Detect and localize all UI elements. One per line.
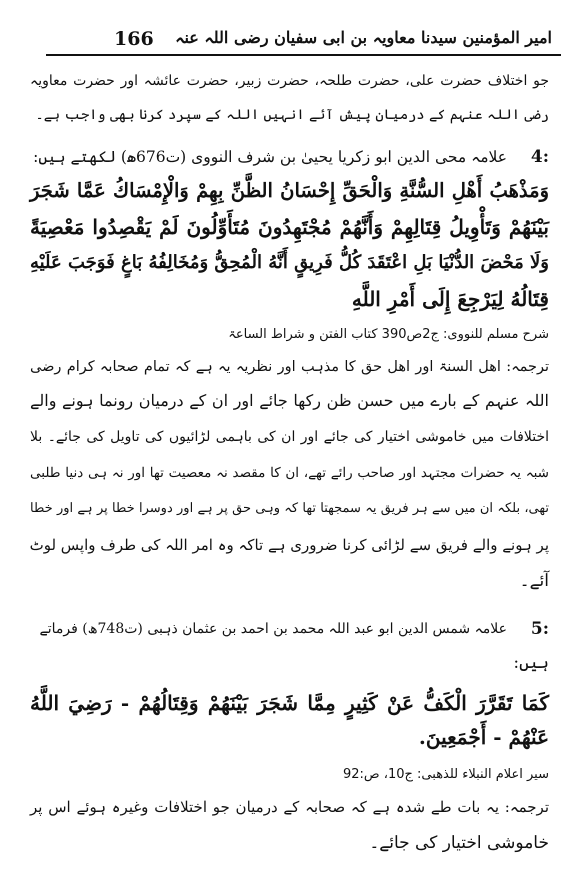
arabic-quote-line: عَنْهُمْ - أَجْمَعِينَ. [418, 725, 549, 749]
translation-line: تھی، بلکہ ان میں سے ہر فریق یہ سمجھتا تھا کہ وہی حق پر ہے اور دوسرا خطا پر ہے اور خطا [30, 501, 549, 516]
translation-line: خاموشی اختیار کی جائے۔ [369, 833, 549, 853]
reference-citation: سیر اعلام النبلاء للذھبی: ج10، ص:92 [343, 767, 549, 782]
header-divider [46, 54, 561, 56]
translation-line: ترجمہ: یہ بات طے شدہ ہے کہ صحابہ کے درمیان جو اختلافات وغیرہ ہوئے اس پر [30, 798, 549, 816]
page-number: 166 [114, 28, 154, 50]
translation-line: ترجمہ: اھل السنۃ اور اھل حق کا مذہب اور نظریہ یہ ہے کہ تمام صحابہ کرام رضی [30, 359, 549, 375]
item-4-intro: علامہ محی الدین ابو زکریا یحییٰ بن شرف النووی (ت676ھ) لکھتے ہیں: [33, 148, 507, 166]
translation-line: پر ہونے والے فریق سے لڑائی کرنا ضروری ہے تاکہ وہ امر اللہ کی طرف واپس لوٹ [29, 536, 549, 554]
item-5-intro: علامہ شمس الدین ابو عبد اللہ محمد بن احمد بن عثمان ذہبی (ت748ھ) فرماتے [39, 621, 507, 637]
translation-line: اختلافات میں خاموشی اختیار کی جائے اور ان کی باہمی لڑائیوں کی تاویل کی جائے۔ بلا [30, 429, 549, 445]
item-5-number: 5: [530, 619, 549, 639]
item-5-intro: ہیں: [513, 653, 549, 673]
body-line: جو اختلاف حضرت علی، حضرت طلحہ، حضرت زبیر، حضرت عائشہ اور حضرت معاویہ [30, 73, 549, 89]
translation-line: اللہ عنہم کے بارے میں حسن ظن رکھا جائے اور ان کے درمیان رونما ہونے والے [30, 391, 549, 410]
arabic-quote-line: بَيْنَهُمْ وَتَأْوِيلُ قِتَالِهِمْ وَأَنَّهُمْ مُجْتَهِدُونَ مُتَأَوِّلُونَ لَمْ يَقْصِدُوا مَعْصِيَةً [30, 215, 549, 239]
item-4-number: 4: [530, 147, 549, 167]
reference-citation: شرح مسلم للنووی: ج2ص390 کتاب الفتن و شراط الساعۃ [228, 327, 549, 342]
page-header [58, 22, 558, 56]
translation-line: شبہ یہ حضرات مجتہد اور صاحب رائے تھے، ان کا مقصد نہ معصیت تھا اور نہ ہی دنیا طلبی [30, 465, 549, 481]
arabic-quote-line: كَمَا تَقَرَّرَ الْكَفُّ عَنْ كَثِيرٍ مِمَّا شَجَرَ بَيْنَهُمْ وَقِتَالُهُمْ - رَضِيَ اللَّهُ [30, 691, 549, 715]
arabic-quote-line: قِتَالُهُ لِيَرْجِعَ إِلَى أَمْرِ اللَّهِ [351, 287, 549, 311]
translation-line: آئے۔ [519, 571, 549, 591]
body-line: رضی اللہ عنہم کے درمیان پیش آئے انہیں اللہ کے سپرد کرنا بھی واجب ہے۔ [35, 107, 549, 123]
running-title: امیر المؤمنین سیدنا معاویہ بن ابی سفیان رضی اللہ عنہ [175, 28, 552, 47]
arabic-quote-line: وَمَذْهَبُ أَهْلِ السُّنَّةِ وَالْحَقِّ إِحْسَانُ الظَّنِّ بِهِمْ وَالْإِمْسَاكُ عَمَّا شَجَرَ [30, 179, 549, 202]
arabic-quote-line: وَلَا مَحْضَ الدُّنْيَا بَلِ اعْتَقَدَ كُلُّ فَرِيقٍ أَنَّهُ الْمُحِقُّ وَمُخَالِفُهُ بَاغٍ فَوَجَبَ عَلَيْهِ [29, 252, 549, 273]
